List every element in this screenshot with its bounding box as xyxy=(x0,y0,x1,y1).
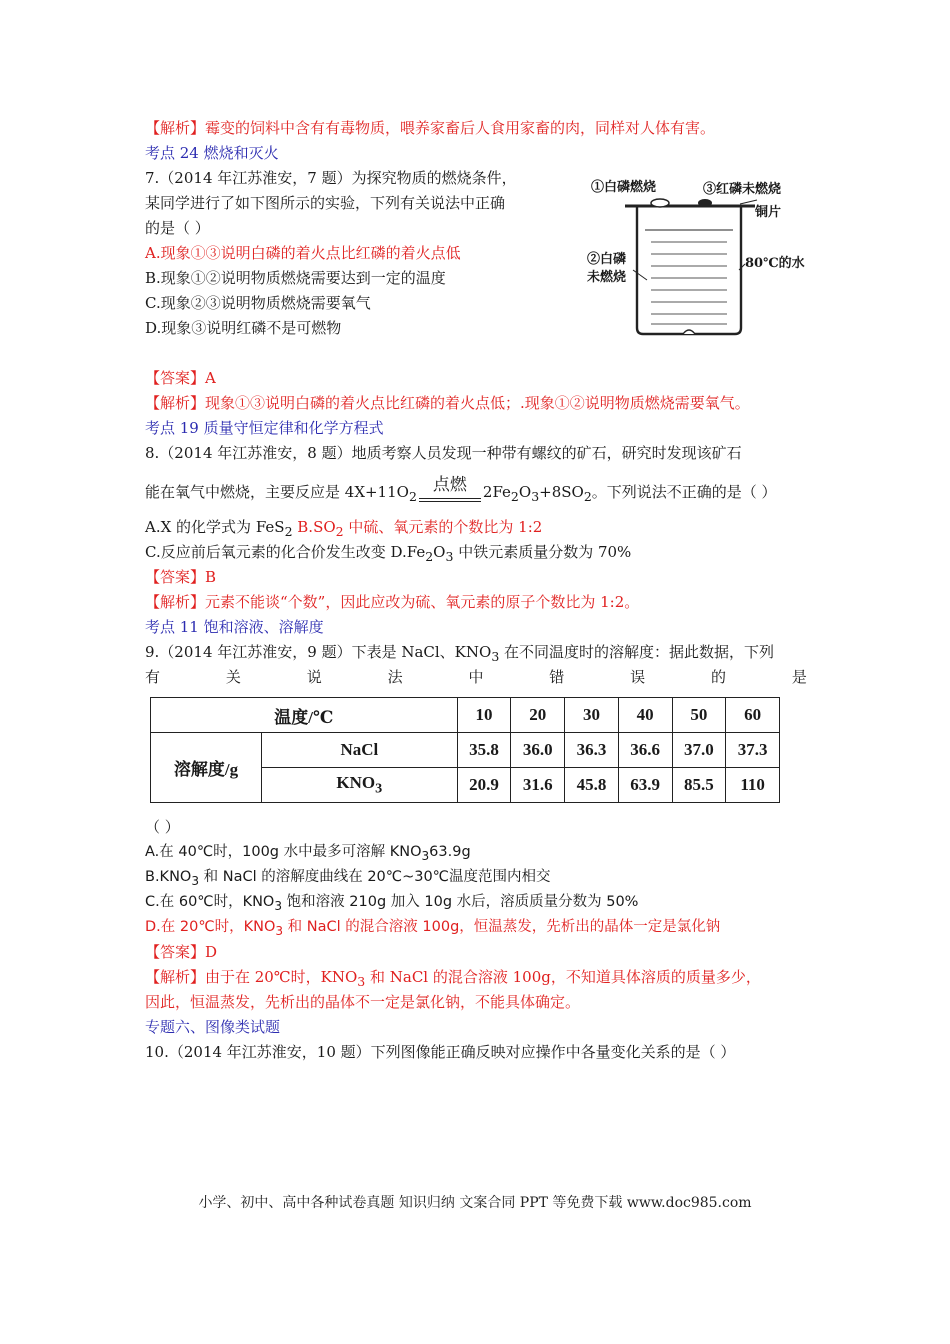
table-row xyxy=(151,733,780,768)
diagram-label-2b: 未燃烧 xyxy=(587,270,627,285)
reaction-condition: 点燃 xyxy=(432,475,467,495)
table-cell: 20.9 xyxy=(457,768,511,803)
topic-heading: 考点 24 燃烧和灭火 xyxy=(145,144,279,162)
table-cell: 20 xyxy=(511,698,565,733)
q9-char: 是 xyxy=(791,668,807,686)
table-cell: 36.6 xyxy=(618,733,672,768)
q9-answer: 【答案】D xyxy=(145,943,218,961)
temp-header: 温度/℃ xyxy=(151,698,458,733)
q8-stem-2 xyxy=(145,475,777,507)
kno3-label: $KNO_3$ xyxy=(262,768,458,803)
q9-text: 在不同温度时的溶解度：据此数据，下列 xyxy=(499,643,775,661)
q7-analysis: 【解析】现象①③说明白磷的着火点比红磷的着火点低；.现象①②说明物质燃烧需要氧气。 xyxy=(145,394,750,412)
q10-stem: 10.（2014 年江苏淮安，10 题）下列图像能正确反映对应操作中各量变化关系的是（ ） xyxy=(145,1043,736,1061)
subscript: 3 xyxy=(531,489,540,504)
q9-stem-1 xyxy=(145,642,774,667)
diagram-label-3: ③红磷未燃烧 xyxy=(703,182,782,197)
q7-option-d: D.现象③说明红磷不是可燃物 xyxy=(145,319,342,337)
diagram-label-2a: ②白磷 xyxy=(587,252,627,267)
table-cell: 63.9 xyxy=(618,768,672,803)
q7-stem-1: 7.（2014 年江苏淮安，7 题）为探究物质的燃烧条件， xyxy=(145,169,517,187)
nacl-label: NaCl xyxy=(262,733,458,768)
table-cell: 36.0 xyxy=(511,733,565,768)
q7-stem-3: 的是（ ） xyxy=(145,219,210,237)
q8-options-ab xyxy=(145,517,542,542)
q8-text: 能在氧气中燃烧，主要反应是 4X+11O xyxy=(145,483,409,501)
table-cell: 110 xyxy=(726,768,780,803)
experiment-diagram xyxy=(585,170,815,340)
table-cell: 36.3 xyxy=(565,733,619,768)
q8-text: 2Fe xyxy=(482,483,511,501)
diagram-label-1: ①白磷燃烧 xyxy=(591,180,657,195)
q7-option-a: A.现象①③说明白磷的着火点比红磷的着火点低 xyxy=(145,244,461,262)
table-cell: 50 xyxy=(672,698,726,733)
q8-option-c: C.反应前后氧元素的化合价发生改变 D.Fe xyxy=(145,543,426,561)
table-cell: 37.0 xyxy=(672,733,726,768)
table-cell: 45.8 xyxy=(565,768,619,803)
table-cell: 37.3 xyxy=(726,733,780,768)
subscript: 2 xyxy=(583,489,592,504)
q8-option-b-rest: 中硫、氧元素的个数比为 1:2 xyxy=(343,518,543,536)
table-row xyxy=(151,698,780,733)
diagram-label-copper: 铜片 xyxy=(755,205,782,220)
q9-analysis-1: 【解析】由于在 20℃时，$KNO_3$ 和 NaCl 的混合溶液 100g，不知道具体溶质的质量多少， xyxy=(145,968,761,989)
q7-option-b: B.现象①②说明物质燃烧需要达到一定的温度 xyxy=(145,269,446,287)
q9-char: 说 xyxy=(306,668,322,686)
q9-char: 有 xyxy=(145,668,161,686)
q9-analysis-2: 因此，恒温蒸发，先析出的晶体不一定是氯化钠，不能具体确定。 xyxy=(145,993,581,1011)
q9-char: 法 xyxy=(387,668,403,686)
q8-option-b: B.SO xyxy=(292,518,336,536)
subscript: 2 xyxy=(284,524,293,539)
table-cell: 60 xyxy=(726,698,780,733)
solubility-header: 溶解度/g xyxy=(151,733,262,803)
analysis-line: 【解析】霉变的饲料中含有有毒物质，喂养家畜后人食用家畜的肉，同样对人体有害。 xyxy=(145,119,716,137)
q9-option-d: D.在 20℃时，$KNO_3$ 和 NaCl 的混合溶液 100g，恒温蒸发，先析出的晶体一定是氯化钠 xyxy=(145,919,721,938)
q8-text: 。下列说法不正确的是（ ） xyxy=(591,483,777,501)
q8-analysis: 【解析】元素不能谈“个数”，因此应改为硫、氧元素的原子个数比为 1:2。 xyxy=(145,593,640,611)
q8-answer: 【答案】B xyxy=(145,568,217,586)
table-cell: 10 xyxy=(457,698,511,733)
q9-char: 错 xyxy=(549,668,565,686)
q8-text: O xyxy=(518,483,532,501)
subscript: 2 xyxy=(408,489,417,504)
q9-text: 9.（2014 年江苏淮安，9 题）下表是 NaCl、KNO xyxy=(145,643,492,661)
subscript: 3 xyxy=(491,649,500,664)
q9-stem-2 xyxy=(145,667,807,687)
topic-heading: 考点 11 饱和溶液、溶解度 xyxy=(145,618,324,636)
q8-option-a: A.X 的化学式为 FeS xyxy=(145,518,285,536)
q7-stem-2: 某同学进行了如下图所示的实验，下列有关说法中正确 xyxy=(145,194,506,212)
table-cell: 85.5 xyxy=(672,768,726,803)
q9-option-b: $B.KNO_3$ 和 NaCl 的溶解度曲线在 20℃~30℃温度范围内相交 xyxy=(145,869,551,888)
table-cell: 30 xyxy=(565,698,619,733)
topic-heading: 专题六、图像类试题 xyxy=(145,1018,281,1036)
q9-char: 中 xyxy=(468,668,484,686)
q7-option-c: C.现象②③说明物质燃烧需要氧气 xyxy=(145,294,371,312)
page-footer: 小学、初中、高中各种试卷真题 知识归纳 文案合同 PPT 等免费下载 www.doc985.com xyxy=(198,1195,752,1211)
subscript: 2 xyxy=(510,489,519,504)
table-cell: 35.8 xyxy=(457,733,511,768)
q8-options-cd xyxy=(145,542,631,567)
q9-option-c: C.在 60℃时，$KNO_3$ 饱和溶液 210g 加入 10g 水后，溶质质量分数为 50% xyxy=(145,894,639,913)
q8-text: +8SO xyxy=(539,483,584,501)
diagram-label-water: 80℃的水 xyxy=(745,256,805,271)
subscript: 3 xyxy=(445,549,454,564)
q8-option-d-rest: 中铁元素质量分数为 70% xyxy=(453,543,632,561)
q9-option-a: A.在 40℃时，100g 水中最多可溶解 $KNO_363.9g$ xyxy=(145,844,471,863)
reaction-arrow xyxy=(417,475,483,507)
topic-heading: 考点 19 质量守恒定律和化学方程式 xyxy=(145,419,384,437)
subscript: 2 xyxy=(425,549,434,564)
q9-char: 误 xyxy=(630,668,646,686)
subscript: 2 xyxy=(335,524,344,539)
q8-text: O xyxy=(433,543,446,561)
solubility-table xyxy=(150,697,780,803)
q9-char: 的 xyxy=(711,668,727,686)
table-cell: 40 xyxy=(618,698,672,733)
q7-answer: 【答案】A xyxy=(145,369,216,387)
q8-stem-1: 8.（2014 年江苏淮安，8 题）地质考察人员发现一种带有螺纹的矿石，研究时发现该矿石 xyxy=(145,444,742,462)
table-cell: 31.6 xyxy=(511,768,565,803)
q9-char: 关 xyxy=(225,668,241,686)
q9-paren: （ ） xyxy=(145,818,180,836)
